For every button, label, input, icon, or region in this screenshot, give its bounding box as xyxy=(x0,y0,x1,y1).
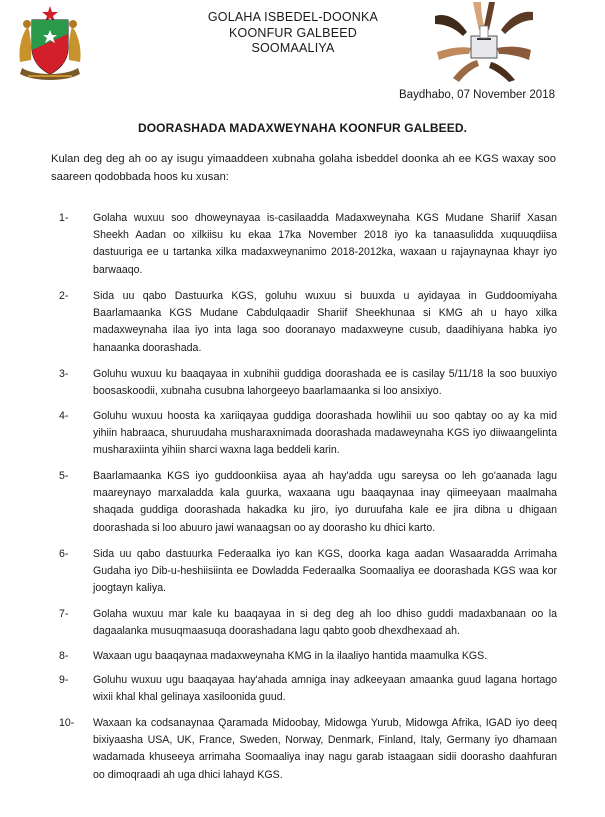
intro-paragraph: Kulan deg deg ah oo ay isugu yimaaddeen xubnaha golaha isbeddel doonka ah ee KGS waxay soo saareen qodobbada hoos ku xusan: xyxy=(51,153,556,183)
org-line-2: KOONFUR GALBEED xyxy=(228,25,358,40)
item-number: 1- xyxy=(59,212,69,224)
document-title: DOORASHADA MADAXWEYNAHA KOONFUR GALBEED. xyxy=(137,121,468,135)
item-number: 9- xyxy=(59,674,69,686)
list-item xyxy=(59,288,557,357)
item-text: Golaha wuxuu soo dhoweynayaa is-casilaadda Madaxweynaha KGS Mudane Shariif Xasan Sheekh Aadan oo xilkiisu ku ekaa 17ka November 2018 iyo ka tanaasulidda xuquuqdiisa dastuuriga ee u tartanka xilka madaxweynanimo 2018-2012ka, waxaan u rajaynaynaa khayr iyo barwaaqo. xyxy=(93,212,557,276)
item-text: Sida uu qabo Dastuurka KGS, goluhu wuxuu si buuxda u ayidayaa in Guddoomiyaha Baarlamaanka KGS Mudane Cabdulqaadir Shariif Sheekhunaa si KMG ah u hayo xilka madaxweynaha ilaa iyo inta laga soo dooranayo madaxweyne cusub, daadihiyana habka iyo hanaanka doorashada. xyxy=(93,290,557,354)
item-text: Goluhu wuxuu ku baaqayaa in xubnihii guddiga doorashada ee is casilay 5/11/18 la soo buuxiyo boosaskoodii, xubnaha cusubna lahorgeeyo baarlamaanka si loo ansixiyo. xyxy=(93,368,557,398)
list-item xyxy=(59,648,557,665)
list-item xyxy=(59,606,557,640)
list-item xyxy=(59,546,557,598)
list-item xyxy=(59,715,557,784)
organization-name xyxy=(168,10,418,57)
coat-of-arms-logo xyxy=(14,4,86,84)
org-line-1: GOLAHA ISBEDEL-DOONKA xyxy=(207,10,379,24)
item-text: Waxaan ugu baaqaynaa madaxweynaha KMG in la ilaaliyo hantida maamulka KGS. xyxy=(93,650,488,662)
list-item xyxy=(59,210,557,279)
item-number: 5- xyxy=(59,470,69,482)
item-text: Sida uu qabo dastuurka Federaalka iyo kan KGS, doorka kaga aadan Wasaaradda Arrimaha Gudaha iyo Dib-u-heshiisiinta ee Dowladda Federaalka Soomaaliya ee doorashada KGS waa kor joogtayn kaliya. xyxy=(93,548,557,595)
item-text: Golaha wuxuu mar kale ku baaqayaa in si deg deg ah loo dhiso guddi madaxbanaan oo la dagaalanka musuqmaasuqa doorashadana lagu qabto goob dhexdhexaad ah. xyxy=(93,608,557,638)
item-number: 4- xyxy=(59,410,69,422)
item-text: Waxaan ka codsanaynaa Qaramada Midoobay, Midowga Yurub, Midowga Afrika, IGAD iyo deeq bixiyaasha USA, UK, France, Sweden, Norway, Denmark, Finland, Italy, Germany iyo dhamaan wadamada khuseeya arrimaha Soomaaliya inay nagu garab istaagaan sidii doorasho daahfuran oo dimoqraadi ah uga dhici lahayd KGS. xyxy=(93,717,557,781)
item-number: 6- xyxy=(59,548,69,560)
item-text: Baarlamaanka KGS iyo guddoonkiisa ayaa ah hay'adda ugu sareysa oo leh go'aanada lagu maareynayo marxaladda kala guurka, waxaana ugu baaqaynaa inay qiimeeyaan maalmaha shaqada guddiga doorashada hakadka ku jiro, iyo duruufaha kale ee jira dibna u dhigaan doorashada si loo abuuro jawi wanaagsan oo ay doorasho ku dhici karto. xyxy=(93,470,557,534)
item-text: Goluhu wuxuu hoosta ka xariiqayaa guddiga doorashada howlihii uu soo qabtay oo ay ka mid yihiin habraaca, shuruudaha musharaxnimada doorashada madaweynaha KGS iyo diiwaangelinta musharaxiinta yihiin sharci waxna laga beddeli karin. xyxy=(93,410,557,457)
item-number: 2- xyxy=(59,290,69,302)
document-date: Baydhabo, 07 November 2018 xyxy=(399,89,555,101)
list-item xyxy=(59,366,557,400)
item-number: 3- xyxy=(59,368,69,380)
item-number: 8- xyxy=(59,650,69,662)
list-item xyxy=(59,672,557,706)
item-number: 7- xyxy=(59,608,69,620)
ballot-hands-logo xyxy=(433,2,535,82)
list-item xyxy=(59,468,557,537)
item-text: Goluhu wuxuu ugu baaqayaa hay'ahada amniga inay adkeeyaan amaanka guud lagana hortago wixii khal khal gelinaya xasiloonida guud. xyxy=(93,674,557,704)
org-line-3: SOOMAALIYA xyxy=(251,41,335,55)
item-number: 10- xyxy=(59,717,75,729)
list-item xyxy=(59,408,557,460)
